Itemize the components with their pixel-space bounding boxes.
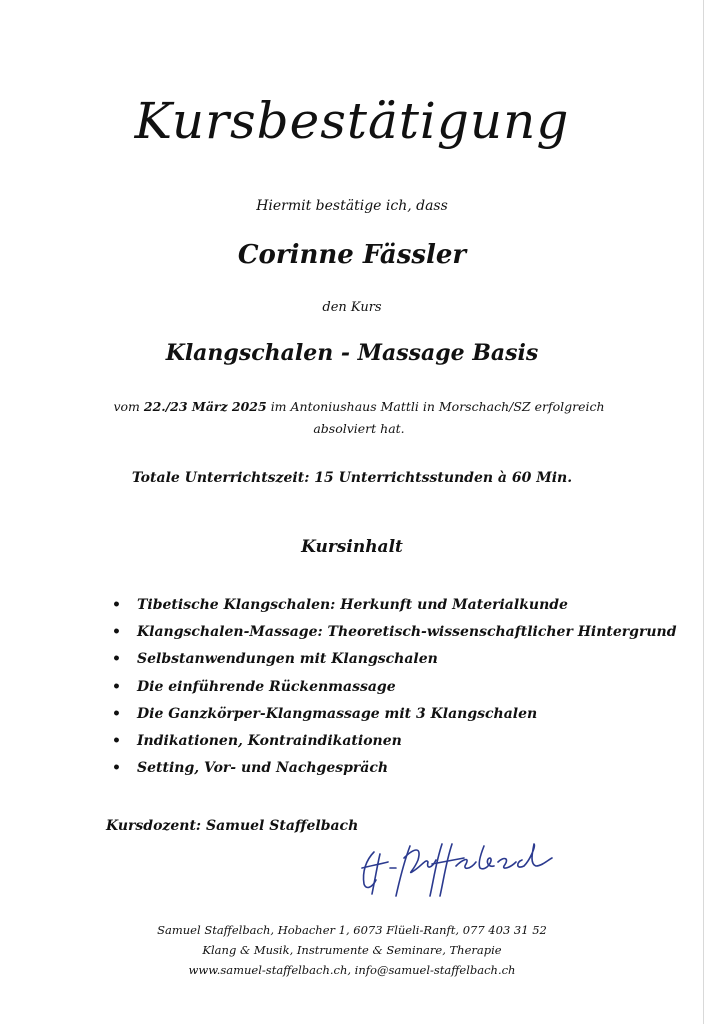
course-label: den Kurs	[322, 300, 382, 315]
document-title: Kursbestätigung	[134, 92, 570, 150]
intro-text: Hiermit bestätige ich, dass	[256, 198, 448, 214]
list-item: • Tibetische Klangschalen: Herkunft und Materialkunde	[112, 592, 677, 619]
course-title: Klangschalen - Massage Basis	[165, 340, 539, 366]
list-item: • Indikationen, Kontraindikationen	[112, 728, 677, 755]
footer-contact: www.samuel-staffelbach.ch, info@samuel-staffelbach.ch	[188, 963, 516, 977]
contents-list	[112, 592, 677, 782]
handwritten-signature	[352, 838, 562, 898]
footer-tagline: Klang & Musik, Instrumente & Seminare, Therapie	[202, 943, 502, 957]
total-hours: Totale Unterrichtszeit: 15 Unterrichtsstunden à 60 Min.	[131, 470, 573, 486]
dates-suffix: im Antoniushaus Mattli in Morschach/SZ erfolgreich absolviert hat.	[270, 399, 605, 436]
dates-prefix: vom	[113, 399, 140, 414]
list-item: • Die einführende Rückenmassage	[112, 674, 677, 701]
contents-heading: Kursinhalt	[301, 537, 403, 557]
lecturer-line: Kursdozent: Samuel Staffelbach	[106, 818, 359, 834]
course-dates-text	[84, 396, 634, 440]
dates-value: 22./23 März 2025	[143, 399, 267, 414]
participant-name: Corinne Fässler	[237, 240, 467, 270]
list-item: • Selbstanwendungen mit Klangschalen	[112, 646, 677, 673]
list-item: • Setting, Vor- und Nachgespräch	[112, 755, 677, 782]
list-item: • Die Ganzkörper-Klangmassage mit 3 Klangschalen	[112, 701, 677, 728]
footer-address: Samuel Staffelbach, Hobacher 1, 6073 Flüeli-Ranft, 077 403 31 52	[157, 923, 547, 937]
list-item: • Klangschalen-Massage: Theoretisch-wissenschaftlicher Hintergrund	[112, 619, 677, 646]
footer	[0, 920, 704, 980]
